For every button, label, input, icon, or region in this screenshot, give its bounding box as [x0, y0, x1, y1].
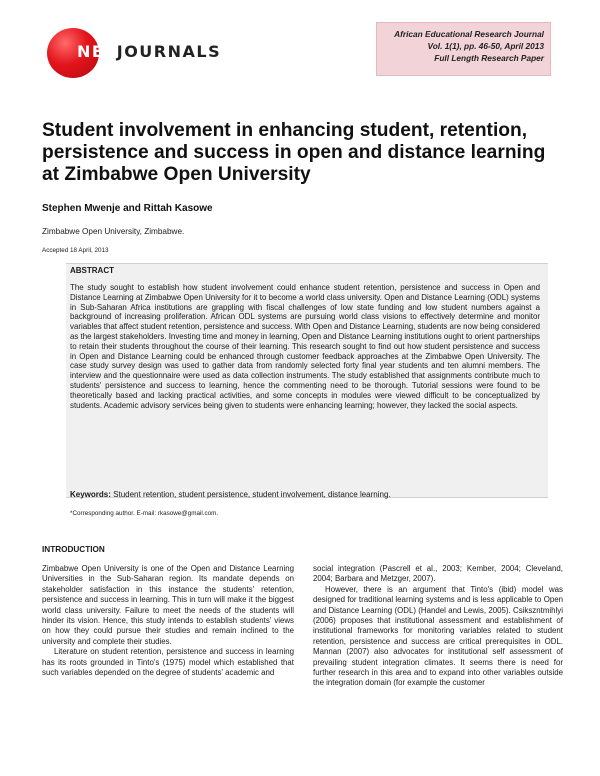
paragraph: Literature on student retention, persistence and success in learning has its roots grounded in Tinto's (1975) model which established that such variables depended on the degree of students' academic and [42, 647, 294, 678]
journal-info-box [376, 22, 551, 76]
affiliation: Zimbabwe Open University, Zimbabwe. [42, 227, 185, 236]
paragraph: social integration (Pascrell et al., 2003; Kember, 2004; Cleveland, 2004; Barbara and Metzger, 2007). [313, 564, 563, 584]
keywords [70, 490, 540, 499]
paragraph: Zimbabwe Open University is one of the Open and Distance Learning Universities in the Sub-Saharan region. Its mandate depends on stakeholder satisfaction in this instance the students' retention, persistence and success in learning. This in turn will make it the biggest world class university. Failure to meet the needs of the students will hinder its vision. Hence, this study intends to establish students' views on how they could pursue their studies and remain inclined to the university and complete their studies. [42, 564, 294, 646]
keywords-list: Student retention, student persistence, student involvement, distance learning. [113, 490, 391, 499]
accepted-date: Accepted 18 April, 2013 [42, 247, 109, 254]
introduction-heading: INTRODUCTION [42, 545, 105, 554]
journal-volume: Vol. 1(1), pp. 46-50, April 2013 [427, 41, 544, 51]
keywords-label: Keywords: [70, 490, 111, 499]
body-column-right [313, 564, 563, 689]
publisher-logo [47, 28, 222, 78]
abstract-text: The study sought to establish how student involvement could enhance student retention, persistence and success in Open and Distance Learning at Zimbabwe Open University for it to become a world class university. Open and Distance Learning (ODL) systems in Sub-Saharan Africa institutions are grappling with fiscal challenges of low state funding and low student numbers against a background of increasing proliferation. African ODL systems are pursuing world class visions to effectively determine and monitor variables that affect student retention, persistence and success. With Open and Distance Learning, students are now being considered as the largest stakeholders. Investing time and money in learning, Open and Distance Learning institutions ought to orient partnerships to retain their students throughout the course of their learning. This research sought to find out how student persistence and success in Open and Distance Learning could be enhanced through customer feedback approaches at the Zimbabwe Open University. The case study survey design was used to gather data from randomly selected forty final year students and ten alumni members. The interview and the questionnaire were used as data collection instruments. The study established that assignments contribute much to students' persistence and success to learning, hence the commenting need to be thorough. Tutorial sessions were found to be theoretically based and lacking practical activities, and some concepts in modules were viewed difficult to be conceptualized by students. Academic advisory services being given to students were enhancing learning; however, they lacked the social aspects. [70, 283, 540, 410]
paper-title: Student involvement in enhancing student, retention, persistence and success in open and distance learning at Zimbabwe Open University [42, 120, 546, 185]
journal-name: African Educational Research Journal [394, 29, 544, 39]
logo-wordmark: NETJOURNALS [77, 42, 222, 61]
article-type: Full Length Research Paper [434, 53, 544, 63]
authors: Stephen Mwenje and Rittah Kasowe [42, 203, 213, 214]
body-column-left [42, 564, 294, 678]
corresponding-author: *Corresponding author. E-mail: rkasowe@gmail.com. [70, 510, 219, 517]
abstract-heading: ABSTRACT [70, 266, 114, 275]
paragraph: However, there is an argument that Tinto's (ibid) model was designed for traditional learning systems and is less applicable to Open and Distance Learning (ODL) (Handel and Lewis, 2005). Csikszntmihlyi (2006) proposes that institutional assessment and establishment of institutional frameworks for monitoring variables related to student retention, persistence and success are critical prerequisites in ODL. Mannan (2007) also advocates for institutional self assessment of prevailing student integration climates. It seems there is need for further research in this area and to expand into other variables outside the integration domain (for example the customer [313, 584, 563, 688]
